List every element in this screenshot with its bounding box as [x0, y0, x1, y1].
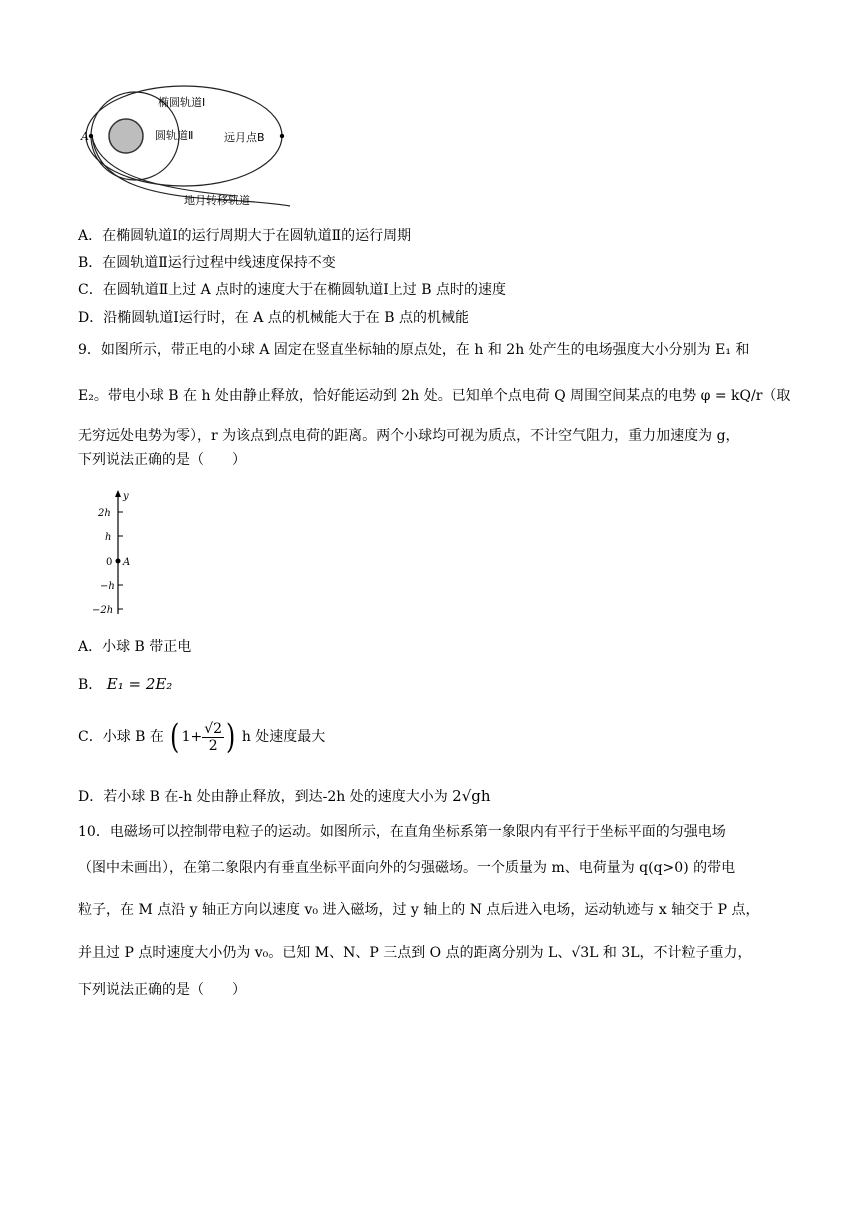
q9-option-c-suffix: h 处速度最大	[241, 729, 326, 745]
point-a-dot	[89, 134, 93, 138]
q9-option-d	[78, 786, 491, 807]
q10-stem-line-4: 并且过 P 点时速度大小仍为 v₀。已知 M、N、P 三点到 O 点的距离分别为 L、√3L 和 3L，不计粒子重力，	[78, 945, 752, 961]
q9-option-c-denominator: 2	[208, 737, 218, 754]
q10-stem-line-2: （图中未画出），在第二象限内有垂直坐标平面向外的匀强磁场。一个质量为 m、电荷量为 q(q>0) 的带电	[78, 860, 736, 876]
q8-option-a: A．在椭圆轨道Ⅰ的运行周期大于在圆轨道Ⅱ的运行周期	[78, 228, 412, 244]
ball-a-dot	[116, 559, 121, 564]
q8-option-b: B．在圆轨道Ⅱ运行过程中线速度保持不变	[78, 255, 336, 271]
q9-stem-line-3: 无穷远处电势为零），r 为该点到点电荷的距离。两个小球均可视为质点，不计空气阻力，重力加速度为 g，	[78, 428, 740, 444]
label-a: A	[123, 557, 131, 568]
q9-option-b	[78, 674, 172, 695]
axis-arrow-icon	[115, 490, 121, 497]
tick-minus-2h: −2h	[92, 605, 114, 616]
transfer-label: 地月转移轨道	[184, 194, 250, 207]
orbit-1-label: 椭圆轨道Ⅰ	[158, 96, 206, 109]
orbit-2-label: 圆轨道Ⅱ	[155, 129, 194, 142]
orbit-figure	[78, 78, 298, 218]
moon-icon	[109, 119, 143, 153]
q9-option-c: C．小球 B 在 ( 1+ $\frac{√2}{2}$ ) h 处速度最大	[78, 717, 326, 757]
tick-2h: 2h	[98, 508, 111, 519]
point-b-label: 远月点B	[224, 131, 265, 144]
q9-stem-line-4: 下列说法正确的是（ ）	[78, 452, 246, 468]
q9-option-d-prefix: D．若小球 B 在-h 处由静止释放，到达-2h 处的速度大小为	[78, 789, 448, 805]
q8-option-c: C．在圆轨道Ⅱ上过 A 点时的速度大于在椭圆轨道Ⅰ上过 B 点时的速度	[78, 282, 506, 298]
tick-minus-h: −h	[100, 581, 115, 592]
point-a-label: A	[81, 130, 89, 143]
q9-stem-line-2: E₂。带电小球 B 在 h 处由静止释放，恰好能运动到 2h 处。已知单个点电荷 Q 周围空间某点的电势 φ = kQ/r（取	[78, 388, 791, 404]
q9-option-c-fraction	[202, 721, 224, 754]
q10-stem-line-5: 下列说法正确的是（ ）	[78, 982, 246, 998]
q9-option-c-one: 1+	[181, 729, 203, 745]
axis-y-label: y	[123, 491, 129, 502]
q9-option-b-math: E₁ = 2E₂	[106, 675, 173, 693]
q9-option-c-numerator: √2	[204, 720, 223, 737]
tick-h: h	[105, 532, 112, 543]
axis-figure	[88, 486, 158, 618]
q10-stem-line-3: 粒子，在 M 点沿 y 轴正方向以速度 v₀ 进入磁场，过 y 轴上的 N 点后进入电场，运动轨迹与 x 轴交于 P 点，	[78, 902, 760, 918]
q9-option-d-math: 2√gh	[452, 787, 491, 805]
q8-option-d: D．沿椭圆轨道Ⅰ运行时，在 A 点的机械能大于在 B 点的机械能	[78, 310, 469, 326]
tick-0: 0	[106, 557, 113, 568]
q9-stem-line-1: 9．如图所示，带正电的小球 A 固定在竖直坐标轴的原点处，在 h 和 2h 处产生的电场强度大小分别为 E₁ 和	[78, 342, 750, 358]
q9-option-c-prefix: C．小球 B 在	[78, 729, 164, 745]
q9-option-b-prefix: B．	[78, 677, 103, 693]
q9-option-a: A．小球 B 带正电	[78, 639, 192, 655]
q10-stem-line-1: 10．电磁场可以控制带电粒子的运动。如图所示，在直角坐标系第一象限内有平行于坐标平面的匀强电场	[78, 824, 726, 840]
point-b-dot	[280, 134, 284, 138]
